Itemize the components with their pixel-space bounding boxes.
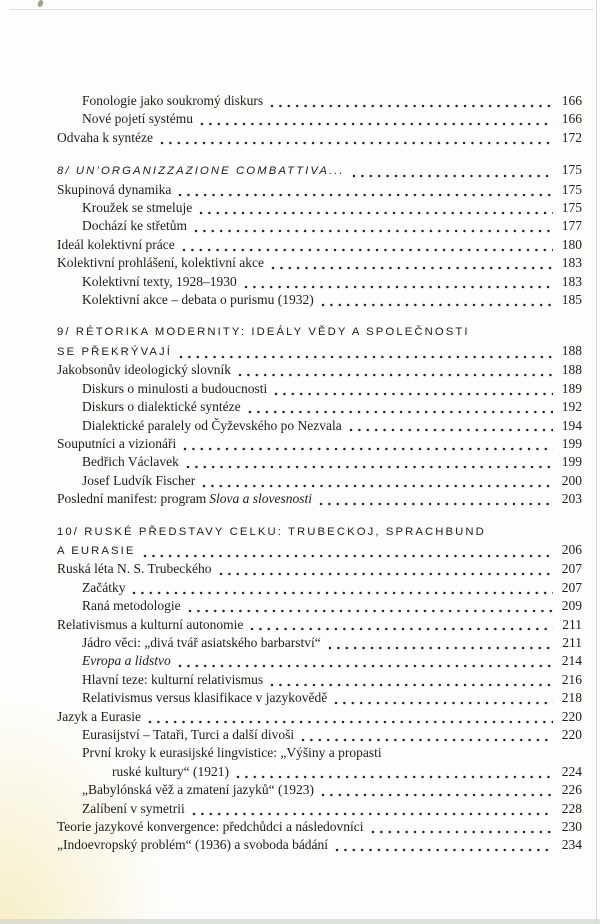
entry-title: Odvaha k syntéze [57,129,153,145]
toc-entry [57,417,582,435]
chapter-heading [57,323,582,341]
entry-title: Hlavní teze: kulturní relativismus [82,671,264,687]
entry-title: Raná metodologie [82,598,181,614]
scan-speck [37,0,45,8]
page-number: 166 [561,111,582,127]
entry-title: Jádro věci: „divá tvář asiatského barbarství“ [82,634,321,650]
chapter-heading [57,342,582,361]
toc-entry [57,129,582,147]
entry-title: Diskurs o minulosti a budoucnosti [82,380,268,396]
entry-title: Poslední manifest: program [57,491,207,507]
page-number: 183 [561,255,582,271]
dot-leader [148,720,553,724]
toc-entry [57,818,582,836]
entry-title: Relativismus versus klasifikace v jazykovědě [82,690,328,706]
dot-leader [178,193,553,197]
toc-entry [57,652,582,670]
page-number: 188 [561,362,582,378]
entry-title: Ruská léta N. S. Trubeckého [57,561,212,577]
dot-leader [335,848,553,852]
page-number: 206 [561,541,582,557]
dot-leader [132,591,553,595]
dot-leader [271,266,553,270]
toc-entry [57,726,582,744]
chapter-heading [57,161,582,180]
toc-entry [57,217,582,235]
page-number: 234 [561,837,582,853]
page-number: 226 [561,782,582,798]
entry-title: Zalíbení v symetrii [82,800,185,816]
entry-title: Evropa a lidstvo [82,653,171,669]
page-number: 194 [561,417,582,433]
page-number: 209 [561,598,582,614]
dot-leader [200,122,553,126]
page-number: 188 [561,342,582,358]
page-number: 189 [561,380,582,396]
page-number: 230 [561,819,582,835]
toc-entry [57,634,582,652]
chapter-heading [57,541,582,560]
page-number: 199 [561,454,582,470]
entry-title: 8/ UN’ORGANIZZAZIONE COMBATTIVA... [57,165,345,178]
entry-title: Kolektivní texty, 1928–1930 [82,273,237,289]
page-number: 216 [561,671,582,687]
dot-leader [219,572,554,576]
dot-leader [199,211,553,215]
entry-title: A EURASIE [57,544,136,557]
page-edge-bottom [0,919,600,924]
entry-title: SE PŘEKRÝVAJÍ [57,345,172,358]
page-edge-top [10,9,594,10]
toc-entry [57,763,582,781]
dot-leader [301,738,553,742]
entry-title: 10/ RUSKÉ PŘEDSTAVY CELKU: TRUBECKOJ, SPRACHBUND [57,525,486,538]
dot-leader [160,141,553,145]
entry-title: Jazyk a Eurasie [57,708,141,724]
entry-title: Relativismus a kulturní autonomie [57,616,244,632]
entry-title: Ideál kolektivní práce [57,236,175,252]
page-number: 200 [561,472,582,488]
page-number: 211 [562,616,582,632]
toc-entry [57,560,582,578]
toc-entry [57,800,582,818]
page-number: 185 [561,292,582,308]
entry-title: Dochází ke střetům [82,218,187,234]
dot-leader [371,830,553,834]
page-number: 214 [561,653,582,669]
toc-entry [57,181,582,199]
dot-leader [178,664,553,668]
page-number: 192 [561,399,582,415]
dot-leader [352,174,553,178]
dot-leader [250,627,553,631]
entry-title: Kroužek se stmeluje [82,200,193,216]
dot-leader [244,285,553,289]
entry-title: 9/ RÉTORIKA MODERNITY: IDEÁLY VĚDY A SPOLEČNOSTI [57,326,470,339]
entry-title: Kolektivní akce – debata o purismu (1932) [82,292,314,308]
toc-entry [57,199,582,217]
dot-leader [321,303,553,307]
entry-title: Jakobsonův ideologický slovník [57,362,231,378]
toc-entry [57,836,582,854]
toc-entry [57,472,582,490]
dot-leader [183,447,553,451]
dot-leader [270,683,553,687]
entry-title: První kroky k eurasijské lingvistice: „Výšiny a propasti [82,745,382,761]
entry-title: Nové pojetí systému [82,111,193,127]
dot-leader [188,609,553,613]
toc-entry [57,92,582,110]
dot-leader [334,701,553,705]
dot-leader [274,392,553,396]
page-number: 175 [561,200,582,216]
page-number: 207 [561,579,582,595]
dot-leader [349,428,553,432]
entry-title: „Indoevropský problém“ (1936) a svoboda bádání [57,837,329,853]
page-number: 172 [561,129,582,145]
dot-leader [328,646,553,650]
page-number: 224 [561,763,582,779]
page-edge-right [596,0,597,924]
toc-list [57,92,582,855]
entry-title: Začátky [82,579,126,595]
page-number: 183 [561,273,582,289]
entry-title: Eurasijství – Tataři, Turci a další divoši [82,727,295,742]
dot-leader [248,410,553,414]
entry-title: Teorie jazykové konvergence: předchůdci a následovníci [57,819,364,835]
entry-title: „Babylónská věž a zmatení jazyků“ (1923) [82,782,315,798]
entry-title: Fonologie jako soukromý diskurs [82,93,264,108]
toc-entry [57,398,582,416]
chapter-heading [57,523,582,541]
entry-title: Kolektivní prohlášení, kolektivní akce [57,255,264,271]
toc-entry [57,708,582,726]
entry-title: Souputníci a vizionáři [57,435,177,451]
page-number: 175 [561,181,582,197]
toc-entry [57,781,582,799]
toc-entry [57,616,582,634]
dot-leader [179,355,553,359]
entry-title-italic: Slova a slovesnosti [209,491,312,507]
toc-entry [57,490,582,508]
page-number: 207 [561,561,582,577]
toc-entry [57,597,582,615]
toc-entry [57,361,582,379]
dot-leader [238,373,553,377]
toc-entry [57,453,582,471]
toc-entry [57,254,582,272]
toc-entry [57,744,582,762]
dot-leader [192,812,553,816]
page-number: 218 [561,690,582,706]
page-number: 228 [561,800,582,816]
toc-entry [57,380,582,398]
entry-title: ruské kultury“ (1921) [112,763,229,779]
toc-entry [57,689,582,707]
toc-entry [57,579,582,597]
page-number: 199 [561,435,582,451]
dot-leader [270,104,553,108]
entry-title: Skupinová dynamika [57,181,172,197]
page-number: 203 [561,491,582,507]
page-number: 175 [561,162,582,178]
dot-leader [194,229,553,233]
toc-entry [57,671,582,689]
entry-title: Dialektické paralely od Čyževského po Nezvala [82,417,342,433]
page-number: 220 [561,727,582,742]
entry-title: Josef Ludvík Fischer [82,472,196,488]
dot-leader [143,554,553,558]
entry-title: Diskurs o dialektické syntéze [82,399,241,415]
toc-entry [57,236,582,254]
dot-leader [321,793,553,797]
page-number: 166 [561,93,582,108]
page-number: 220 [561,708,582,724]
toc-entry [57,435,582,453]
toc-entry [57,291,582,309]
page-number: 211 [562,634,582,650]
page-number: 177 [561,218,582,234]
toc-entry [57,110,582,128]
page-number: 180 [561,236,582,252]
dot-leader [319,502,553,506]
dot-leader [186,465,553,469]
dot-leader [182,248,553,252]
dot-leader [202,484,553,488]
dot-leader [236,775,553,779]
entry-title: Bedřich Václavek [82,454,179,470]
toc-entry [57,273,582,291]
